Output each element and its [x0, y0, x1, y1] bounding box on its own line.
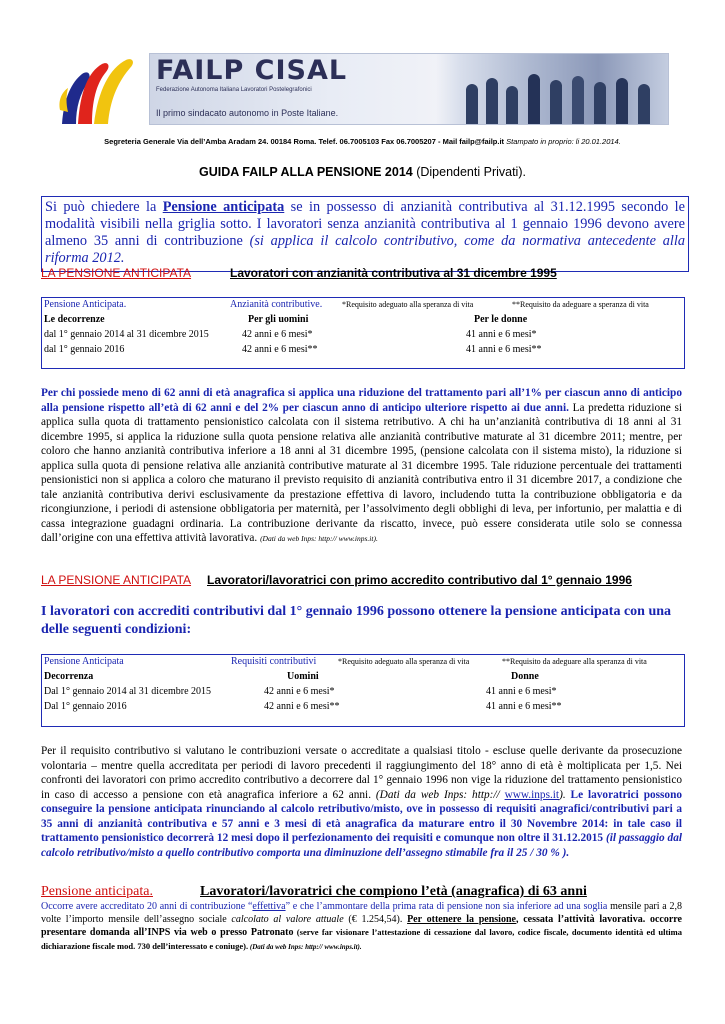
table1-r2-donne: 41 anni e 6 mesi**	[466, 344, 542, 355]
section1-title: Lavoratori con anzianità contributiva al 31 dicembre 1995	[230, 266, 557, 280]
table2-header-decorrenza: Decorrenza	[44, 671, 94, 682]
table1-note1: *Requisito adeguato alla speranza di vita	[342, 300, 474, 309]
paragraph-eta-63	[41, 901, 682, 953]
table2-r1-donne: 41 anni e 6 mesi*	[486, 686, 557, 697]
table2-note2: **Requisito da adeguare alla speranza di vita	[502, 657, 647, 666]
table2-r2-uomini: 42 anni e 6 mesi**	[264, 701, 340, 712]
para3-text3: , cessata l’attività lavorativa. occorre presentare domanda all’INPS via web o presso Patronato	[41, 913, 682, 939]
para2-bold-italic: (il passaggio dal calcolo retributivo/misto a quello contributivo comporta una diminuzione dell’assegno stimabile fra il 25 / 30 % ).	[41, 832, 682, 859]
para1-source: (Dati da web Inps: http:// www.inps.it).	[260, 534, 378, 543]
table2-header-donne: Donne	[511, 671, 539, 682]
intro-part2: se in possesso di anzianità contributiva al 31.12.1995 secondo le modalità visibili nella griglia sotto. I lavoratori senza anzianità contributiva al 1 gennaio 1996 devono avere almeno 35 anni di contribuzione	[45, 199, 685, 249]
table2-col-title: Requisiti contributivi	[231, 656, 317, 667]
printed-note: Stampato in proprio: li 20.01.2014.	[506, 137, 621, 146]
para3-underlined: Per ottenere la pensione	[407, 913, 516, 925]
table1	[41, 297, 685, 369]
table1-title: Pensione Anticipata.	[44, 299, 127, 310]
table2-title-row	[42, 655, 684, 670]
table1-header-donne: Per le donne	[474, 314, 528, 325]
para2-bold: Le lavoratrici possono conseguire la pensione anticipata rinunciando al calcolo retributivo/misto, ove in possesso di requisiti anagrafici/contributivi pari a 35 anni di anzianità contributiva e 57 anni e 3 mesi di età anagrafica da maturare entro il 30 Novembre 2014: in tale caso il trattamento pensionistico decorrerà 12 mesi dopo il perfezionamento dei requisiti e comunque non oltre il 31.12.2015	[41, 788, 683, 844]
table1-r1-decorrenza: dal 1° gennaio 2014 al 31 dicembre 2015	[44, 329, 209, 340]
table1-header-uomini: Per gli uomini	[248, 314, 309, 325]
table1-r2-uomini: 42 anni e 6 mesi**	[242, 344, 318, 355]
table2-r2-decorrenza: Dal 1° gennaio 2016	[44, 701, 127, 712]
banner-slogan: Il primo sindacato autonomo in Poste Italiane.	[156, 108, 339, 118]
section3-title: Lavoratori/lavoratrici che compiono l’età (anagrafica) di 63 anni	[200, 884, 587, 899]
contact-text: Segreteria Generale Via dell’Amba Aradam 24. 00184 Roma. Telef. 06.7005103 Fax 06.7005207 - Mail failp@failp.it	[104, 137, 505, 146]
para2-source-suffix: ).	[559, 788, 566, 801]
contact-line	[0, 137, 725, 146]
table2-note1: *Requisito adeguato alla speranza di vita	[338, 657, 470, 666]
table-row	[42, 700, 684, 715]
table1-r1-uomini: 42 anni e 6 mesi*	[242, 329, 313, 340]
guide-title	[0, 165, 725, 179]
table2-header-uomini: Uomini	[287, 671, 319, 682]
intro-italic: (si applica il calcolo contributivo, come da normativa antecedente alla riforma 2012.	[45, 233, 686, 266]
table1-note2: **Requisito da adeguare a speranza di vita	[512, 300, 649, 309]
section3-label: Pensione anticipata.	[41, 884, 153, 899]
para3-italic: calcolato al valore attuale	[231, 913, 344, 925]
para2-text: Per il requisito contributivo si valutano le contribuzioni versate o accreditate a qualsiasi titolo - escluse quelle derivante da prosecuzione volontaria – mentre quella accreditata per periodi di lavoro precedenti il raggiungimento del 18° anno di età è moltiplicata per 1,5. Nei confronti dei lavoratori con primo accredito contributivo a decorrere dal 1° gennaio 1996 non vige la riduzione del trattamento pensionistico in caso di accesso a pensione con età anagrafica inferiore a 62 anni.	[41, 745, 682, 801]
table1-header-decorrenze: Le decorrenze	[44, 314, 105, 325]
para3-small: (serve far visionare l’attestazione di cessazione dal lavoro, codice fiscale, documento identità ed ultima dichiarazione fiscale mod. 730 dell’interessato e coniuge).	[41, 927, 682, 951]
section1-label: LA PENSIONE ANTICIPATA	[41, 266, 192, 280]
section2-title: Lavoratori/lavoratrici con primo accredito contributivo dal 1° gennaio 1996	[207, 573, 632, 587]
inps-link[interactable]: www.inps.it	[504, 788, 560, 801]
failp-logo-icon	[58, 52, 142, 128]
para3-blue1: Occorre avere accreditato 20 anni di contribuzione “	[41, 901, 253, 912]
table2-title: Pensione Anticipata	[44, 656, 124, 667]
intro-part1: Si può chiedere la	[45, 199, 163, 215]
table1-header-row	[42, 313, 684, 328]
para2-source-prefix: (Dati da web Inps: http://	[371, 788, 505, 801]
section1-heading	[41, 266, 557, 280]
table2-r2-donne: 41 anni e 6 mesi**	[486, 701, 562, 712]
guide-subtitle: (Dipendenti Privati).	[416, 165, 526, 179]
paragraph-requisito-contributivo	[41, 744, 682, 860]
para3-blue2: ” e che l’ammontare della prima rata di pensione non sia inferiore ad una soglia	[285, 901, 608, 912]
para3-text1: mensile pari a 2,8 volte l’importo mensile dell’assegno sociale	[41, 901, 682, 925]
table2-header-row	[42, 670, 684, 685]
para1-text: La predetta riduzione si applica sulla quota di trattamento pensionistico calcolata con il sistema retributivo. A chi ha un’anzianità contributiva di 18 anni al 31 dicembre 1995, si applica la riduzione sulla quota pensione relativa alle anzianità contributive maturate al 31 dicembre 2011; mentre, per coloro che hanno anzianità contributiva inferiore a 18 anni al 31 dicembre 1995, (pensione calcolata con il sistema misto), la riduzione si applica sulla quota di pensione relativa alle anzianità contributive maturate al 31 dicembre 1995. Tale riduzione percentuale dei trattamenti pensionistici non si applica a coloro che maturano il previsto requisito di anzianità contributiva entro il 31 dicembre 2017, a condizione che tale anzianità contributiva derivi esclusivamente da prestazione effettiva di lavoro, includendo tutta la contribuzione obbligatoria e da ricongiunzione, i periodi di astensione obbligatoria per maternità, per l’assolvimento degli obblighi di leva, per infortunio, per malattia e di cassa integrazione guadagni ordinaria. La contribuzione derivante da riscatto, invece, può essere considerata utile solo se connessa dall’origine con una effettiva attività lavorativa.	[41, 401, 683, 544]
table2-r1-uomini: 42 anni e 6 mesi*	[264, 686, 335, 697]
table1-r1-donne: 41 anni e 6 mesi*	[466, 329, 537, 340]
table-row	[42, 685, 684, 700]
banner-subtitle: Federazione Autonoma Italiana Lavoratori Postelegrafonici	[156, 87, 312, 93]
section3-heading	[41, 884, 587, 900]
table2	[41, 654, 685, 727]
section2-heading	[41, 573, 632, 587]
banner-title: FAILP CISAL	[156, 55, 348, 86]
paragraph-riduzione	[41, 386, 682, 547]
guide-title-text: GUIDA FAILP ALLA PENSIONE 2014	[199, 165, 413, 179]
para3-source: (Dati da web Inps: http:// www.inps.it).	[248, 942, 362, 951]
conditions-text: I lavoratori con accrediti contributivi dal 1° gennaio 1996 possono ottenere la pensione anticipata con una delle seguenti condizioni:	[41, 604, 672, 637]
header-banner	[149, 53, 669, 125]
table-row	[42, 328, 684, 343]
table1-col-title: Anzianità contributive.	[230, 299, 323, 310]
table-row	[42, 343, 684, 358]
para1-bold: Per chi possiede meno di 62 anni di età anagrafica si applica una riduzione del trattamento pari all’1% per ciascun anno di anticipo alla pensione rispetto all’età di 62 anni e del 2% per ciascun anno di anticipo ulteriore rispetto ai due anni.	[41, 387, 682, 414]
para3-text2: (€ 1.254,54).	[343, 913, 408, 925]
intro-box	[41, 196, 689, 272]
table2-r1-decorrenza: Dal 1° gennaio 2014 al 31 dicembre 2015	[44, 686, 212, 697]
pensione-anticipata-link[interactable]: Pensione anticipata	[162, 199, 285, 215]
section2-label: LA PENSIONE ANTICIPATA	[41, 573, 192, 587]
table1-title-row	[42, 298, 684, 313]
banner-photo	[436, 54, 668, 124]
effettiva-link[interactable]: effettiva	[252, 901, 286, 912]
table1-r2-decorrenza: dal 1° gennaio 2016	[44, 344, 125, 355]
